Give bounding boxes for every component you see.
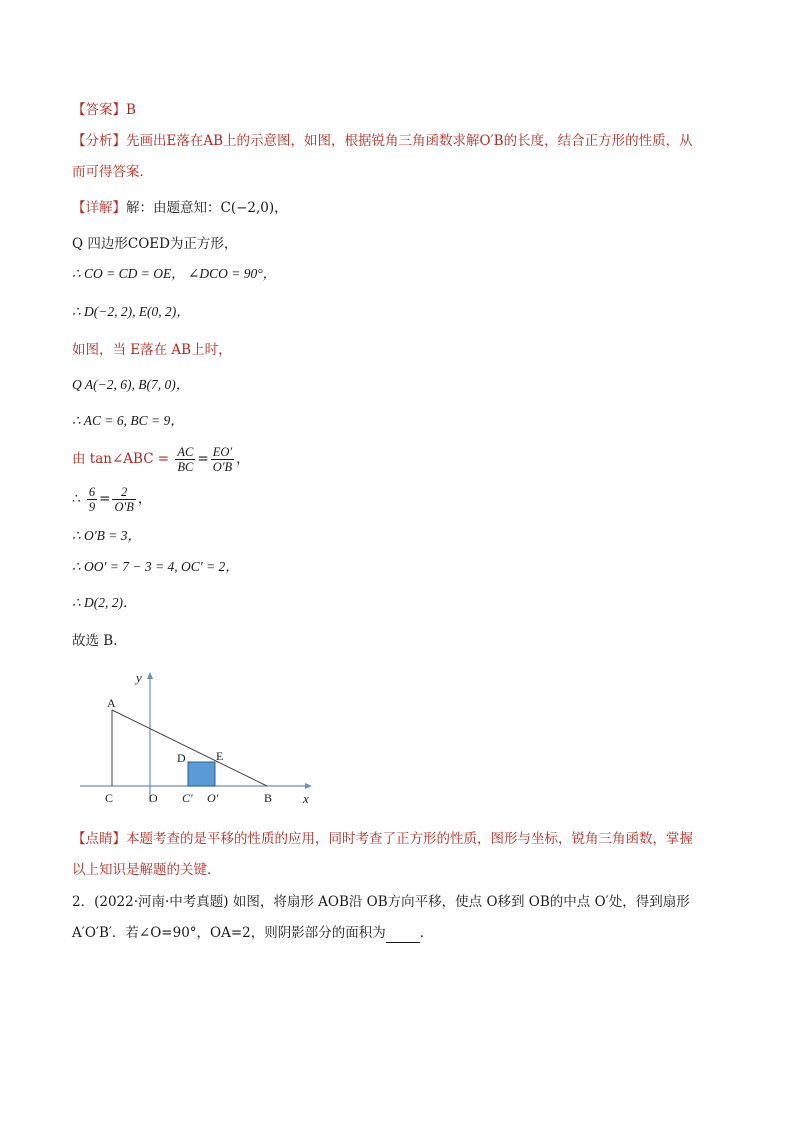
ratio-equation: ∴ $\frac{6}{9}$ = $\frac{2}{O'B}$ ， [72,485,152,514]
tan-fraction-1: $\frac{AC}{BC}$ [177,445,194,474]
detail-step-4: 如图，当 E落在 AB上时， [72,342,232,358]
label-d: D [177,751,186,765]
square-coed [188,762,215,786]
comment-line-1 [72,829,693,849]
label-a: A [107,696,116,710]
coordinate-figure [72,664,322,814]
answer-value: B [126,102,136,118]
detail-step-2: ∴ CO = CD = OE， ∠DCO = 90°， [72,266,277,281]
label-o-prime: O′ [207,791,219,805]
analysis-line-2: 而可得答案． [72,164,153,180]
conclusion: 故选 B. [72,633,118,649]
x-axis-arrow-icon [305,783,312,789]
y-axis-arrow-icon [147,672,153,679]
ratio-fraction-1: $\frac{6}{9}$ [88,485,96,514]
tan-fraction-2: $\frac{EO'}{O'B}$ [212,445,233,474]
tan-equation: 由 tan∠ABC = $\frac{AC}{BC}$ = $\frac{EO'}{O'B}$ ， [72,445,250,474]
detail-step-5: Q A(−2, 6), B(7, 0)， [72,377,190,392]
label-c-prime: C′ [182,791,193,805]
step-d: ∴ D(2, 2)． [72,595,137,610]
detail-step-3: ∴ D(−2, 2), E(0, 2)， [72,304,190,319]
detail-tag: 【详解】 [72,200,126,216]
label-b: B [264,791,273,805]
ratio-fraction-2: $\frac{2}{O'B}$ [114,485,134,514]
answer-blank[interactable] [386,928,420,943]
problem-2-line-1: 2．(2022·河南·中考真题) 如图，将扇形 AOB沿 OB方向平移，使点 O移到 OB的中点 O′处，得到扇形 [72,894,690,910]
ratio-prefix: ∴ [72,491,81,507]
analysis-tag: 【分析】 [72,133,126,149]
tan-prefix: 由 tan∠ABC = [72,451,170,467]
label-o: O [149,791,158,805]
step-oo: ∴ OO′ = 7 − 3 = 4, OC′ = 2， [72,559,239,574]
answer-tag: 【答案】 [72,102,126,118]
label-y: y [136,670,142,685]
detail-step-1: Q 四边形COED为正方形， [72,236,238,252]
label-e: E [216,749,224,763]
problem-2-text: A′O′B′．若∠O=90°，OA=2，则阴影部分的面积为 [72,925,386,941]
detail-intro: 解：由题意知：C(−2,0)， [126,200,288,216]
analysis-line-1 [72,131,693,151]
label-c: C [105,791,114,805]
label-x: x [303,791,309,806]
comment-line-2: 以上知识是解题的关键． [72,862,221,878]
comment-text-1: 本题考查的是平移的性质的应用，同时考查了正方形的性质，图形与坐标，锐角三角函数，掌握 [126,831,693,847]
problem-2-line-2: A′O′B′．若∠O=90°，OA=2，则阴影部分的面积为 ． [72,925,434,941]
comment-tag: 【点睛】 [72,831,126,847]
answer-line [72,100,136,120]
detail-intro-line [72,198,288,218]
detail-step-6: ∴ AC = 6, BC = 9， [72,413,184,428]
step-ob: ∴ O′B = 3， [72,528,142,543]
analysis-text-1: 先画出E落在AB上的示意图，如图，根据锐角三角函数求解O′B的长度，结合正方形的性质，从 [126,133,693,149]
